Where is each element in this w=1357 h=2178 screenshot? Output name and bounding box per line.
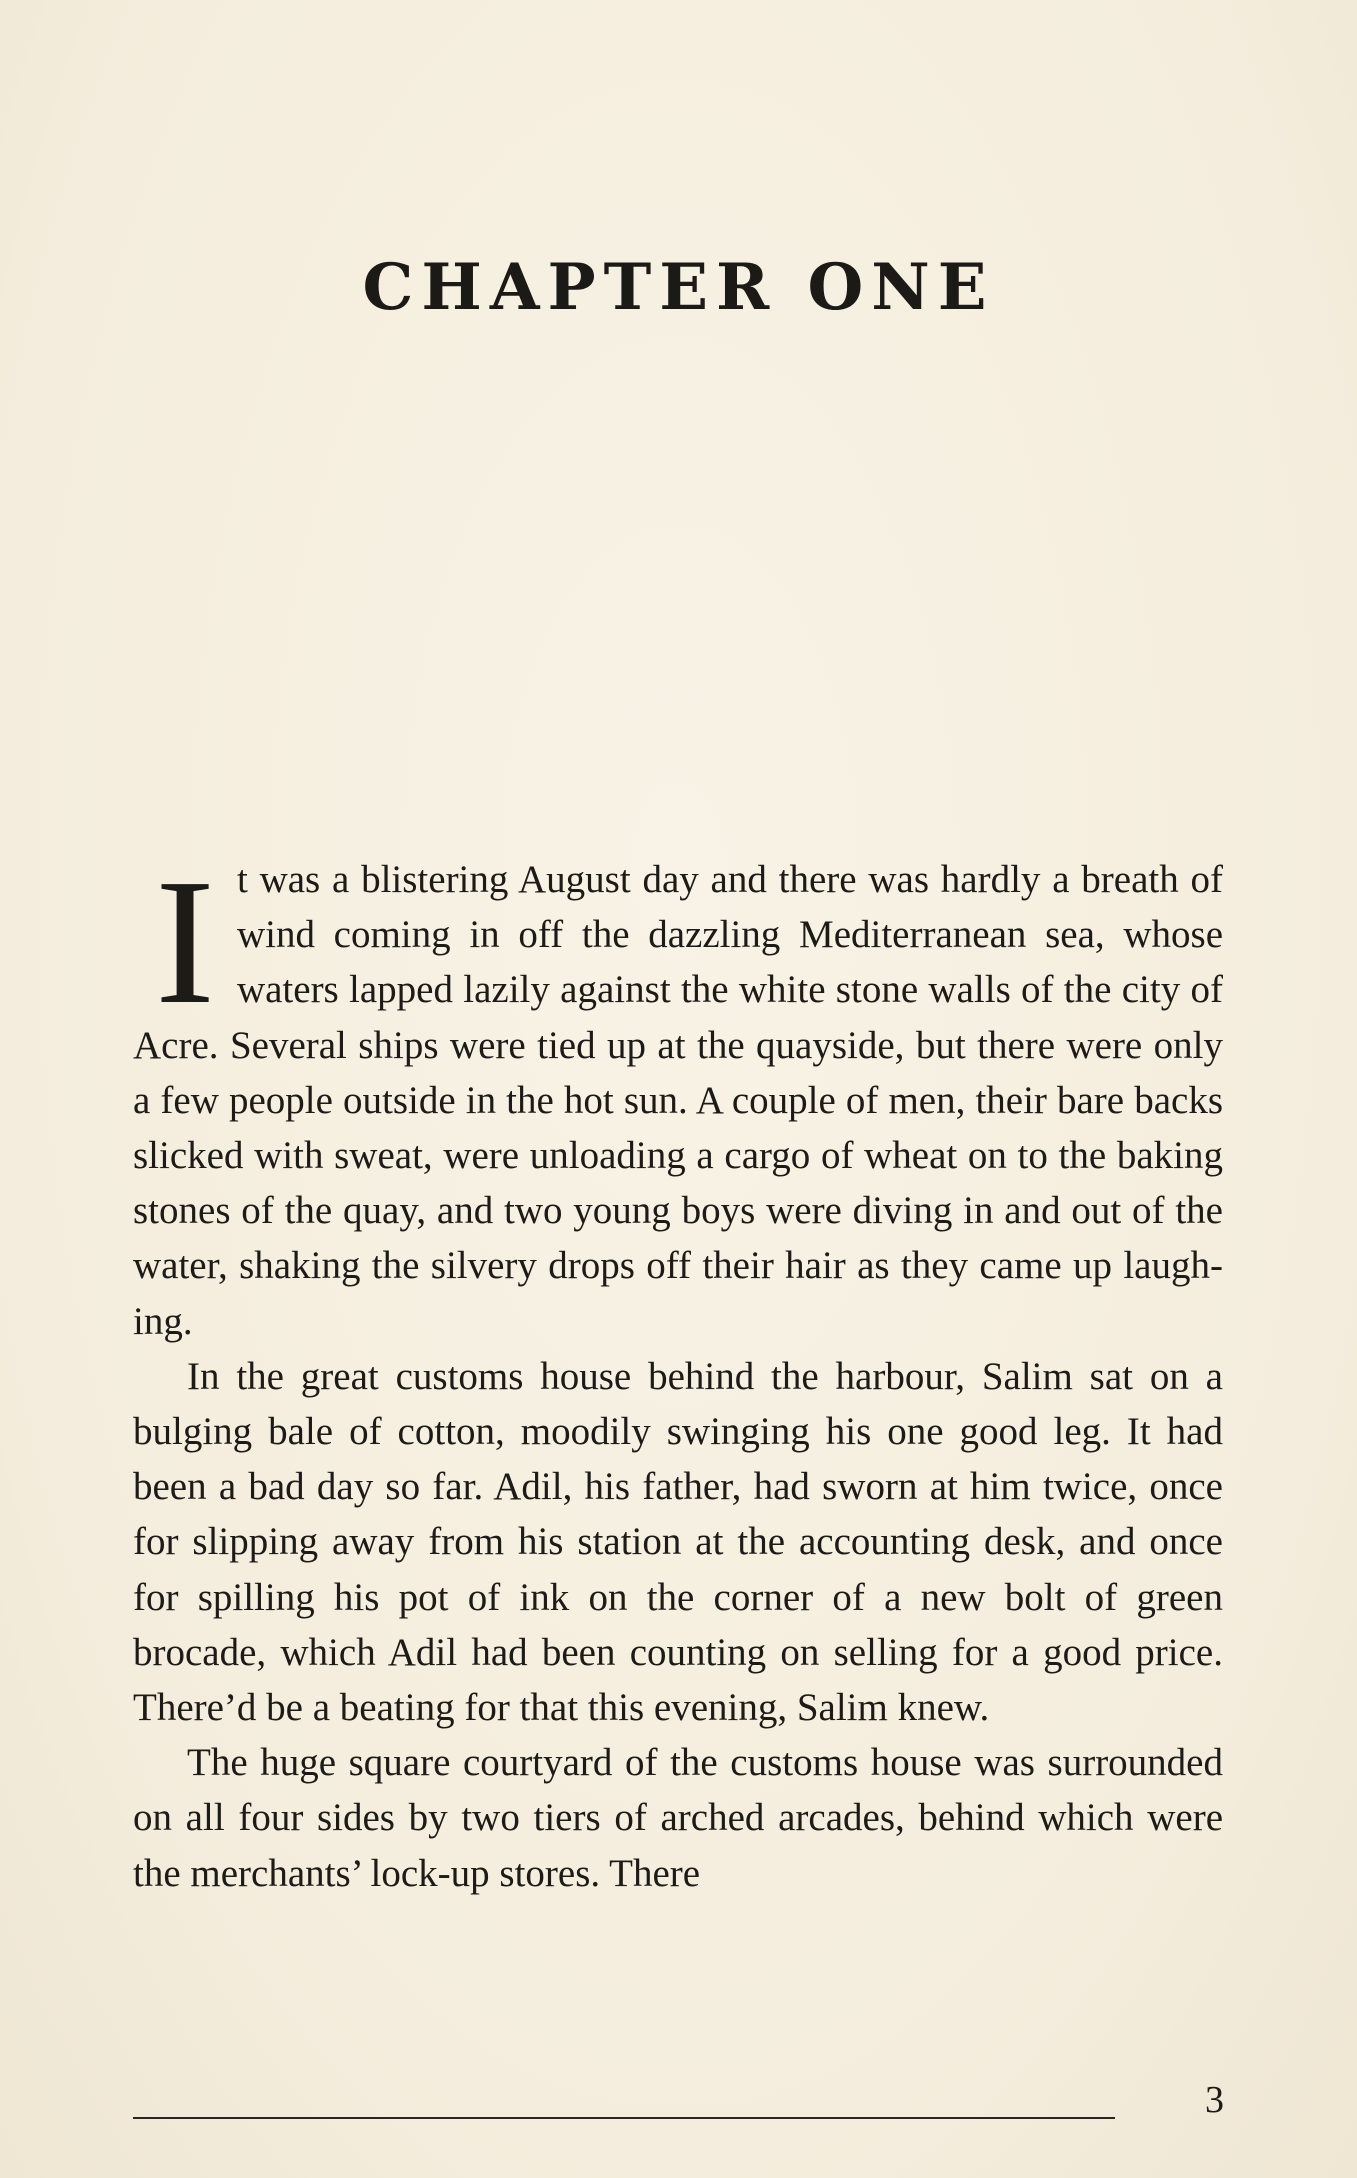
page-number: 3 — [1205, 2079, 1224, 2121]
drop-cap: I — [155, 842, 215, 1041]
paragraph-2: In the great customs house behind the harbour, Salim sat on a bulging bale of cotton, moodily swinging his one good leg. It had been a bad day so far. Adil, his father, had sworn at him twice, once for slipping away from his station at the accounting desk, and once for spilling his pot of ink on the corner of a new bolt of green brocade, which Adil had been counting on selling for a good price. There’d be a beating for that this evening, Salim knew. — [133, 1354, 1223, 1730]
paragraph-1 — [133, 842, 1223, 1349]
footer-rule — [133, 2117, 1115, 2119]
paragraph-3: The huge square courtyard of the customs house was surrounded on all four sides by two tiers of arched arcades, behind which were the merchants’ lock-up stores. There — [133, 1741, 1223, 1895]
chapter-title: CHAPTER ONE — [362, 250, 995, 325]
body-text — [133, 842, 1223, 1901]
paragraph-1-text: t was a blistering August day and there was hardly a breath of wind coming in off the dazzling Mediterranean sea, whose waters lapped lazily against the white stone walls of the city of Acre. Several ships were tied up at the quayside, but there were only a few people outside in the hot sun. A couple of men, their bare backs slicked with sweat, were unloading a cargo of wheat on to the baking stones of the quay, and two young boys were diving in and out of the water, shaking the silvery drops off their hair as they came up laughing. — [133, 858, 1223, 1343]
